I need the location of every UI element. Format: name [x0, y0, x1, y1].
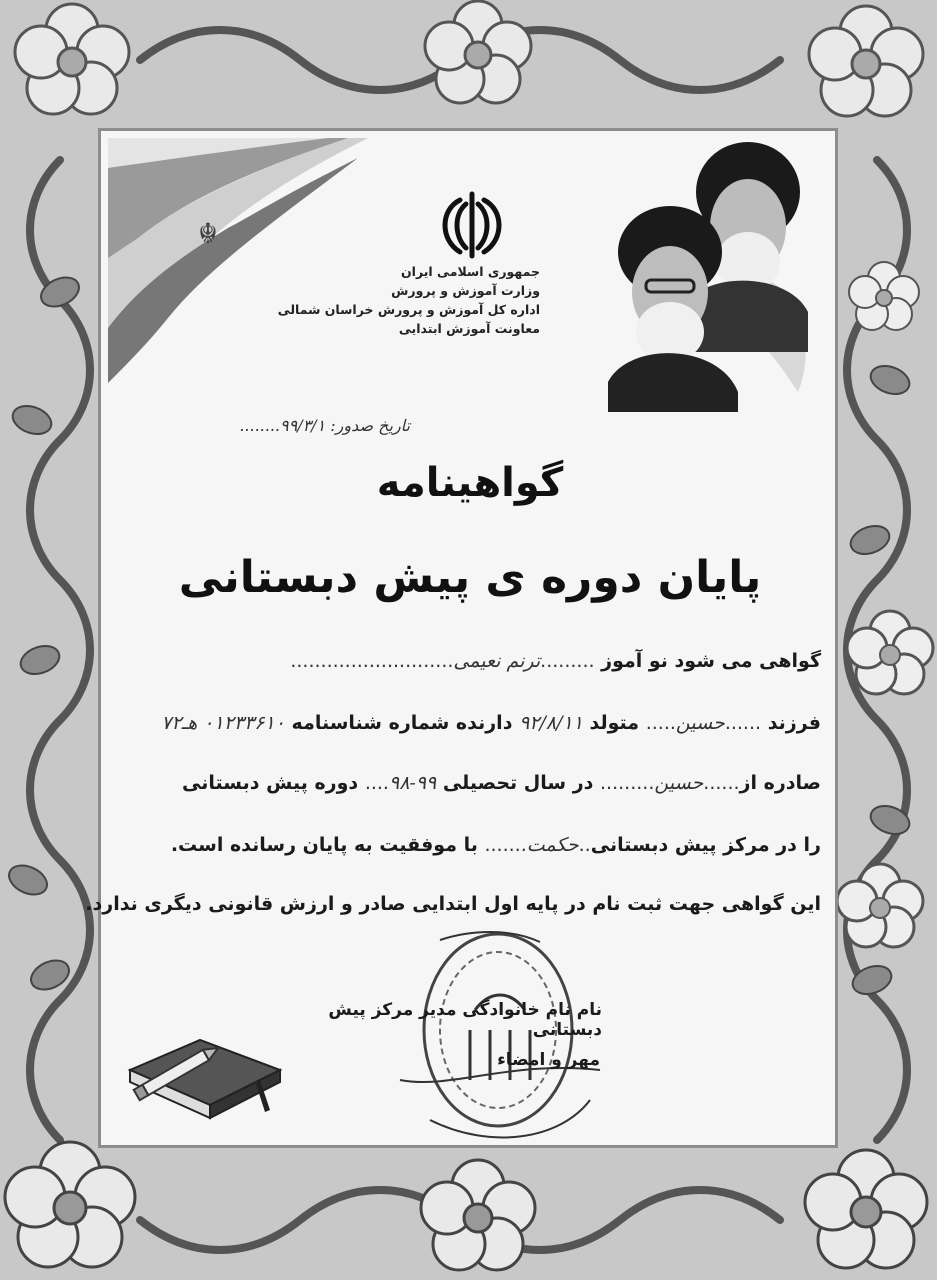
body-line-3: صادره از......حسین......... در سال تحصیلی ۹۹-۹۸.... دوره پیش دبستانی — [182, 772, 821, 794]
line1-prefix: گواهی می شود نو آموز — [601, 650, 821, 672]
id-number: ۰۱۲۳۳۶۱۰ هـ۷۲ — [161, 712, 285, 734]
org-line: جمهوری اسلامی ایران — [401, 264, 540, 279]
body-line-5: این گواهی جهت ثبت نام در پایه اول ابتدایی صادر و ارزش قانونی دیگری ندارد. — [85, 893, 821, 915]
org-line: معاونت آموزش ابتدایی — [398, 321, 540, 336]
line2-born: متولد — [589, 712, 640, 734]
line3-year-label: در سال تحصیلی — [442, 772, 594, 794]
organization-header — [277, 262, 540, 338]
org-line: وزارت آموزش و پرورش — [391, 283, 540, 298]
issue-date-value: ۹۹/۳/۱ — [280, 416, 326, 435]
line3-issued: صادره از — [739, 772, 821, 794]
line4-suffix: با موفقیت به پایان رسانده است. — [170, 834, 478, 856]
issued-from: حسین — [654, 772, 704, 794]
portraits-image — [608, 132, 828, 412]
father-name: حسین — [675, 712, 725, 734]
body-line-1: گواهی می شود نو آموز .........ترنم نعیمی........................... — [290, 650, 821, 672]
director-label: نام نام خانوادگی مدیر مرکز پیش دبستانی — [328, 1000, 602, 1040]
emblem-icon — [430, 190, 514, 260]
academic-year: ۹۹-۹۸ — [388, 772, 437, 794]
certificate-title: گواهینامه — [376, 460, 564, 506]
book-pencil-icon — [120, 1030, 290, 1120]
org-line: اداره کل آموزش و پرورش خراسان شمالی — [277, 302, 540, 317]
flag-graphic — [98, 128, 368, 398]
line4-prefix: را در مرکز پیش دبستانی — [590, 834, 821, 856]
line3-suffix: دوره پیش دبستانی — [182, 772, 359, 794]
certificate-subtitle: پایان دوره ی پیش دبستانی — [178, 552, 762, 603]
seal-stamp — [260, 920, 620, 1160]
student-name: ترنم نعیمی — [453, 650, 541, 672]
center-name: حکمت — [526, 834, 579, 856]
svg-text:☬: ☬ — [198, 217, 218, 250]
issue-date: تاریخ صدور: ۹۹/۳/۱........ — [239, 416, 410, 435]
line2-id-label: دارنده شماره شناسنامه — [291, 712, 513, 734]
line2-child-of: فرزند — [767, 712, 821, 734]
body-line-2: فرزند ......حسین..... متولد ۹۲/۸/۱۱ دارنده شماره شناسنامه ۰۱۲۳۳۶۱۰ هـ۷۲ — [161, 712, 821, 734]
seal-signature-label: مهر و امضاء — [497, 1050, 600, 1070]
issue-date-label: تاریخ صدور: — [330, 416, 410, 435]
birth-date: ۹۲/۸/۱۱ — [519, 712, 583, 734]
body-line-4: را در مرکز پیش دبستانی..حکمت....... با موفقیت به پایان رسانده است. — [170, 834, 821, 856]
